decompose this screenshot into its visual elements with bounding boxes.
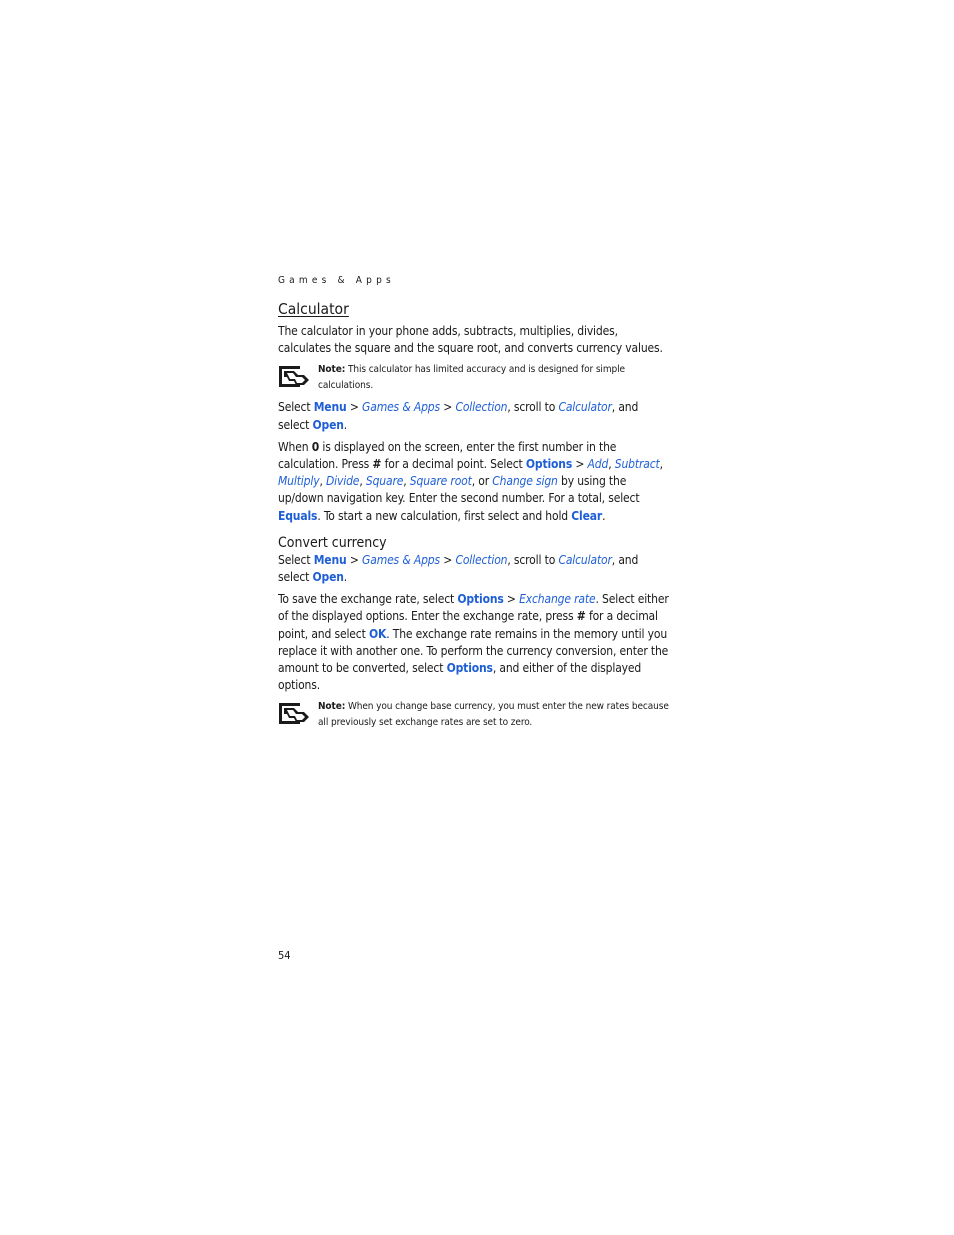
calculator-item: Calculator bbox=[558, 400, 612, 415]
equals-command: Equals bbox=[278, 508, 318, 523]
note-text bbox=[318, 699, 670, 730]
note-label: Note: bbox=[318, 364, 346, 376]
subtract-item: Subtract bbox=[614, 457, 660, 472]
section-title-calculator: Calculator bbox=[278, 300, 349, 318]
collection-item: Collection bbox=[455, 552, 508, 567]
hash-key: # bbox=[372, 457, 382, 472]
menu-command: Menu bbox=[313, 552, 347, 567]
games-apps-item: Games & Apps bbox=[362, 400, 440, 415]
calculator-item: Calculator bbox=[558, 552, 612, 567]
calculator-steps-open: Select Menu > Games & Apps > Collection, scroll to Calculator, and select Open. bbox=[278, 400, 639, 432]
collection-item: Collection bbox=[455, 400, 508, 415]
hash-key: # bbox=[576, 609, 586, 624]
note-label: Note: bbox=[318, 701, 346, 713]
note-hand-icon bbox=[278, 700, 310, 724]
games-apps-item: Games & Apps bbox=[362, 552, 440, 567]
note-calculator bbox=[278, 362, 670, 393]
running-head: Games & Apps bbox=[278, 275, 395, 286]
square-root-item: Square root bbox=[409, 474, 472, 489]
subsection-title-convert-currency: Convert currency bbox=[278, 534, 387, 551]
ok-command: OK bbox=[368, 626, 387, 641]
square-item: Square bbox=[365, 474, 404, 489]
menu-command: Menu bbox=[313, 400, 347, 415]
options-command: Options bbox=[457, 592, 504, 607]
main-content bbox=[278, 299, 670, 736]
zero-key: 0 bbox=[311, 439, 320, 454]
exchange-rate-item: Exchange rate bbox=[519, 592, 596, 607]
multiply-item: Multiply bbox=[278, 474, 320, 489]
convert-steps-open: Select Menu > Games & Apps > Collection, scroll to Calculator, and select Open. bbox=[278, 552, 639, 585]
page-number: 54 bbox=[278, 949, 291, 962]
calculator-usage: When 0 is displayed on the screen, enter the first number in the calculation. Press # for a decimal point. Select Options > Add, Subtract, Multiply, Divide, Square, Square root, or Change sign by using the up/down navigation key. Enter the second number. For a total, select Equals. To start a new calculation, first select and hold Clear. bbox=[278, 439, 663, 523]
note-text bbox=[318, 362, 670, 393]
options-command: Options bbox=[525, 457, 573, 472]
add-item: Add bbox=[587, 457, 609, 472]
open-command: Open bbox=[312, 570, 344, 585]
note-convert bbox=[278, 699, 670, 730]
options-command: Options bbox=[446, 661, 493, 676]
calculator-intro: The calculator in your phone adds, subtracts, multiplies, divides, calculates the square and the square root, and converts currency values. bbox=[278, 324, 663, 356]
open-command: Open bbox=[312, 417, 344, 432]
change-sign-item: Change sign bbox=[492, 474, 558, 489]
convert-usage: To save the exchange rate, select Options > Exchange rate. Select either of the displayed options. Enter the exchange rate, press # for a decimal point, and select OK. The exchange rate remains in the memory until you replace it with another one. To perform the currency conversion, enter the amount to be converted, select Options, and either of the displayed options. bbox=[278, 592, 669, 693]
note-hand-icon bbox=[278, 363, 310, 387]
clear-command: Clear bbox=[571, 508, 603, 523]
divide-item: Divide bbox=[326, 474, 360, 489]
note-body: When you change base currency, you must enter the new rates because all previously set exchange rates are set to zero. bbox=[318, 701, 669, 728]
note-body: This calculator has limited accuracy and is designed for simple calculations. bbox=[318, 364, 625, 391]
